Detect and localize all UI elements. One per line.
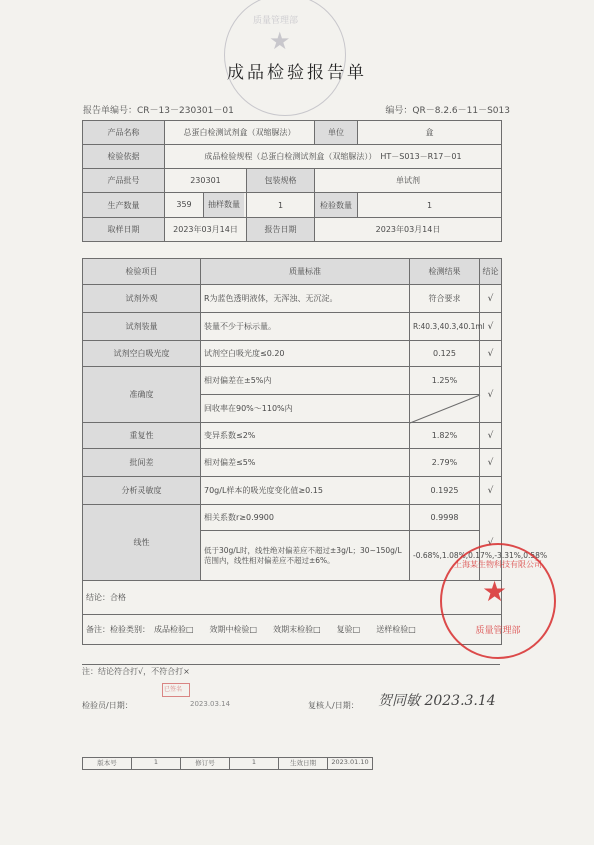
company-stamp-sub: 质量管理部	[475, 626, 521, 636]
row-check: √	[480, 505, 502, 581]
page-title: 成品检验报告单	[227, 63, 367, 83]
row-check: √	[480, 423, 502, 449]
remarks: 备注：检验类别： 成品检验□ 效期中检验□ 效期末检验□ 复验□ 送样检验□	[83, 615, 502, 645]
small-stamp-text: 已签名	[164, 686, 183, 693]
basis-label: 检验依据	[83, 145, 165, 169]
row-standard: R为蓝色透明液体，无浑浊、无沉淀。	[201, 285, 410, 313]
footer-cell: 2023.01.10	[331, 758, 369, 766]
product-name-label: 产品名称	[83, 121, 165, 145]
test-label: 检验数量	[315, 193, 358, 218]
note-line	[82, 664, 500, 665]
unit-value: 盒	[358, 121, 502, 145]
row-standard: 70g/L样本的吸光度变化值≥0.15	[201, 477, 410, 505]
pack-value: 单试剂	[315, 169, 502, 193]
row-standard: 相关系数r≥0.9900	[201, 505, 410, 531]
footer-cell: 生效日期	[279, 758, 328, 769]
row-result: R:40.3,40.3,40.1ml	[410, 313, 480, 341]
row-check: √	[480, 341, 502, 367]
header-item: 检验项目	[83, 259, 201, 285]
row-item: 准确度	[83, 367, 201, 423]
row-result: 2.79%	[410, 449, 480, 477]
row-check: √	[480, 477, 502, 505]
batch-value: 230301	[165, 169, 247, 193]
row-standard: 变异系数≤2%	[201, 423, 410, 449]
form-code: 编号：QR－8.2.6－11－S013	[385, 106, 510, 116]
test-value: 1	[358, 193, 502, 218]
info-table	[82, 120, 502, 242]
sample-value: 1	[247, 193, 315, 218]
row-result: 1.82%	[410, 423, 480, 449]
qty-number: 359	[176, 200, 192, 209]
report-number: 报告单编号：CR－13－230301－01	[83, 106, 234, 116]
star-icon: ★	[269, 27, 291, 55]
row-standard: 相对偏差在±5%内	[201, 367, 410, 395]
row-result: 符合要求	[410, 285, 480, 313]
qty-label: 生产数量	[83, 193, 165, 218]
row-result: 0.1925	[410, 477, 480, 505]
conclusion: 结论：合格	[83, 581, 502, 615]
row-item: 试剂空白吸光度	[83, 341, 201, 367]
row-item: 试剂装量	[83, 313, 201, 341]
pack-label: 包装规格	[247, 169, 315, 193]
header-conclusion: 结论	[480, 259, 502, 285]
reviewer-label: 复核人/日期：	[308, 701, 359, 710]
header-standard: 质量标准	[201, 259, 410, 285]
row-result: 0.9998	[410, 505, 480, 531]
row-item: 试剂外观	[83, 285, 201, 313]
top-stamp-text: 质量管理部	[253, 16, 299, 26]
qty-value	[165, 193, 247, 218]
sample-label: 抽样数量	[203, 193, 244, 217]
row-standard: 装量不少于标示量。	[201, 313, 410, 341]
star-icon: ★	[482, 575, 508, 608]
unit-label: 单位	[315, 121, 358, 145]
report-date: 2023年03月14日	[315, 218, 502, 242]
row-item: 批间差	[83, 449, 201, 477]
company-stamp	[440, 543, 556, 659]
row-check: √	[480, 367, 502, 423]
footer-cell: 版本号	[83, 758, 132, 769]
row-standard: 回收率在90%～110%内	[201, 395, 410, 423]
diagonal-cell	[410, 395, 480, 423]
sample-date: 2023年03月14日	[165, 218, 247, 242]
row-result: -0.68%,1.08%,0.17%,-3.31%,0.58%	[410, 531, 480, 581]
inspector-label: 检验员/日期：	[82, 701, 133, 710]
inspector-signature: 2023.03.14	[190, 700, 231, 708]
row-result: 0.125	[410, 341, 480, 367]
sample-date-label: 取样日期	[83, 218, 165, 242]
row-result: 1.25%	[410, 367, 480, 395]
row-item: 分析灵敏度	[83, 477, 201, 505]
reviewer-signature: 贺同敏 2023.3.14	[378, 693, 496, 709]
row-item: 线性	[83, 505, 201, 581]
batch-label: 产品批号	[83, 169, 165, 193]
basis-value: 成品检验规程（总蛋白检测试剂盒（双缩脲法）） HT－S013－R17－01	[165, 145, 502, 169]
row-check: √	[480, 449, 502, 477]
footer-table	[82, 757, 373, 770]
row-standard: 试剂空白吸光度≤0.20	[201, 341, 410, 367]
footer-cell: 1	[230, 758, 279, 769]
product-name: 总蛋白检测试剂盒（双缩脲法）	[165, 121, 315, 145]
diagonal-line	[410, 395, 480, 423]
row-check: √	[480, 313, 502, 341]
company-stamp-text: 上海某生物科技有限公司	[454, 560, 542, 569]
footer-cell: 1	[132, 758, 181, 769]
footer-cell: 修订号	[181, 758, 230, 769]
row-standard: 低于30g/L时，线性绝对偏差应不超过±3g/L；30~150g/L范围内，线性相对偏差应不超过±6%。	[201, 531, 410, 581]
report-date-label: 报告日期	[247, 218, 315, 242]
row-check: √	[480, 285, 502, 313]
row-item: 重复性	[83, 423, 201, 449]
note: 注：结论符合打√，不符合打×	[82, 667, 190, 676]
results-table	[82, 258, 548, 645]
row-standard: 相对偏差≤5%	[201, 449, 410, 477]
header-result: 检测结果	[410, 259, 480, 285]
